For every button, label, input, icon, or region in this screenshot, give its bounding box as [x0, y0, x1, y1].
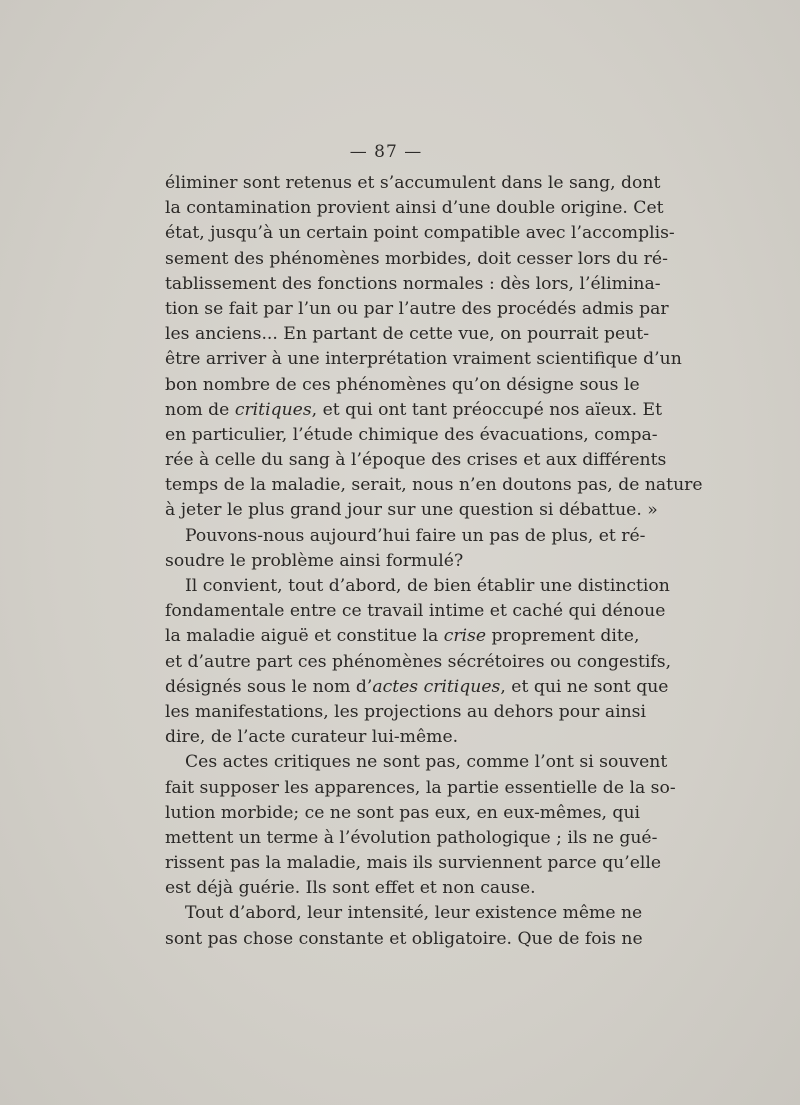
- text-line: [165, 221, 675, 246]
- text-line: [165, 776, 676, 801]
- text-segment: désignés sous le nom d’: [165, 676, 373, 697]
- text-line: [165, 927, 643, 952]
- text-segment: en particulier, l’étude chimique des évacuations, compa-: [165, 424, 658, 445]
- text-segment: tablissement des fonctions normales : dès lors, l’élimina-: [165, 273, 661, 294]
- text-segment: les manifestations, les projections au dehors pour ainsi: [165, 701, 646, 722]
- text-line: [165, 650, 672, 675]
- text-segment: la maladie aiguë et constitue la: [165, 626, 444, 647]
- text-segment: état, jusqu’à un certain point compatible avec l’accomplis-: [165, 223, 675, 244]
- text-line: [165, 549, 612, 574]
- text-segment: Tout d’abord, leur intensité, leur existence même ne: [185, 903, 643, 924]
- text-segment: éliminer sont retenus et s’accumulent dans le sang, dont: [165, 173, 661, 193]
- body-text: [165, 171, 703, 952]
- text-line: [165, 448, 667, 473]
- italic-text: actes critiques: [372, 676, 501, 697]
- text-segment: rissent pas la maladie, mais ils surviennent parce qu’elle: [165, 853, 662, 874]
- text-line: [165, 826, 658, 851]
- text-segment: proprement dite,: [486, 626, 640, 647]
- text-segment: soudre le problème ainsi formulé?: [165, 550, 464, 571]
- text-line: [165, 171, 661, 196]
- text-line: [165, 196, 664, 221]
- text-line: [165, 297, 669, 322]
- italic-text: crise: [443, 626, 487, 647]
- text-line: [165, 272, 661, 297]
- text-line: [165, 423, 658, 448]
- text-line: [165, 373, 640, 398]
- text-segment: dire, de l’acte curateur lui-même.: [165, 727, 459, 748]
- text-line: [165, 851, 662, 876]
- text-segment: temps de la maladie, serait, nous n’en doutons pas, de nature: [165, 475, 703, 496]
- text-segment: nom de: [165, 399, 235, 420]
- text-line: [165, 473, 703, 498]
- text-segment: Ces actes critiques ne sont pas, comme l’ont si souvent: [185, 752, 668, 773]
- text-line: [165, 498, 658, 523]
- text-line: [165, 599, 666, 624]
- text-segment: rée à celle du sang à l’époque des crises et aux différents: [165, 450, 667, 471]
- text-line: [165, 322, 650, 347]
- text-line: [165, 675, 669, 700]
- text-segment: Il convient, tout d’abord, de bien établir une distinction: [185, 576, 670, 596]
- text-line: [165, 801, 641, 826]
- text-segment: être arriver à une interprétation vraiment scientifique d’un: [165, 349, 682, 370]
- text-segment: lution morbide; ce ne sont pas eux, en eux-mêmes, qui: [165, 802, 641, 823]
- text-line: [165, 725, 612, 750]
- text-segment: tion se fait par l’un ou par l’autre des procédés admis par: [165, 298, 669, 319]
- text-line: [165, 901, 643, 926]
- text-segment: sont pas chose constante et obligatoire. Que de fois ne: [165, 928, 643, 949]
- text-line: [165, 574, 670, 599]
- text-line: [165, 398, 662, 423]
- text-line: [165, 876, 612, 901]
- text-segment: les anciens... En partant de cette vue, on pourrait peut-: [165, 324, 650, 345]
- text-segment: à jeter le plus grand jour sur une question si débattue. »: [165, 500, 658, 521]
- text-segment: bon nombre de ces phénomènes qu’on désigne sous le: [165, 374, 640, 395]
- text-segment: fait supposer les apparences, la partie essentielle de la so-: [165, 777, 676, 798]
- text-segment: mettent un terme à l’évolution pathologique ; ils ne gué-: [165, 827, 658, 848]
- text-segment: la contamination provient ainsi d’une double origine. Cet: [165, 198, 664, 219]
- text-line: [165, 700, 646, 725]
- text-segment: fondamentale entre ce travail intime et caché qui dénoue: [165, 601, 666, 622]
- text-line: [165, 524, 646, 549]
- text-segment: Pouvons-nous aujourd’hui faire un pas de plus, et ré-: [185, 525, 646, 546]
- text-segment: sement des phénomènes morbides, doit cesser lors du ré-: [165, 248, 668, 269]
- text-segment: est déjà guérie. Ils sont effet et non cause.: [165, 878, 536, 899]
- italic-text: critiques: [234, 399, 312, 420]
- text-segment: , et qui ont tant préoccupé nos aïeux. Et: [311, 399, 662, 420]
- text-segment: , et qui ne sont que: [500, 676, 669, 697]
- text-line: [165, 347, 682, 372]
- text-line: [165, 750, 668, 775]
- text-line: [165, 624, 640, 649]
- page-number: — 87 —: [349, 142, 423, 162]
- text-line: [165, 247, 668, 272]
- text-segment: et d’autre part ces phénomènes sécrétoires ou congestifs,: [165, 651, 672, 672]
